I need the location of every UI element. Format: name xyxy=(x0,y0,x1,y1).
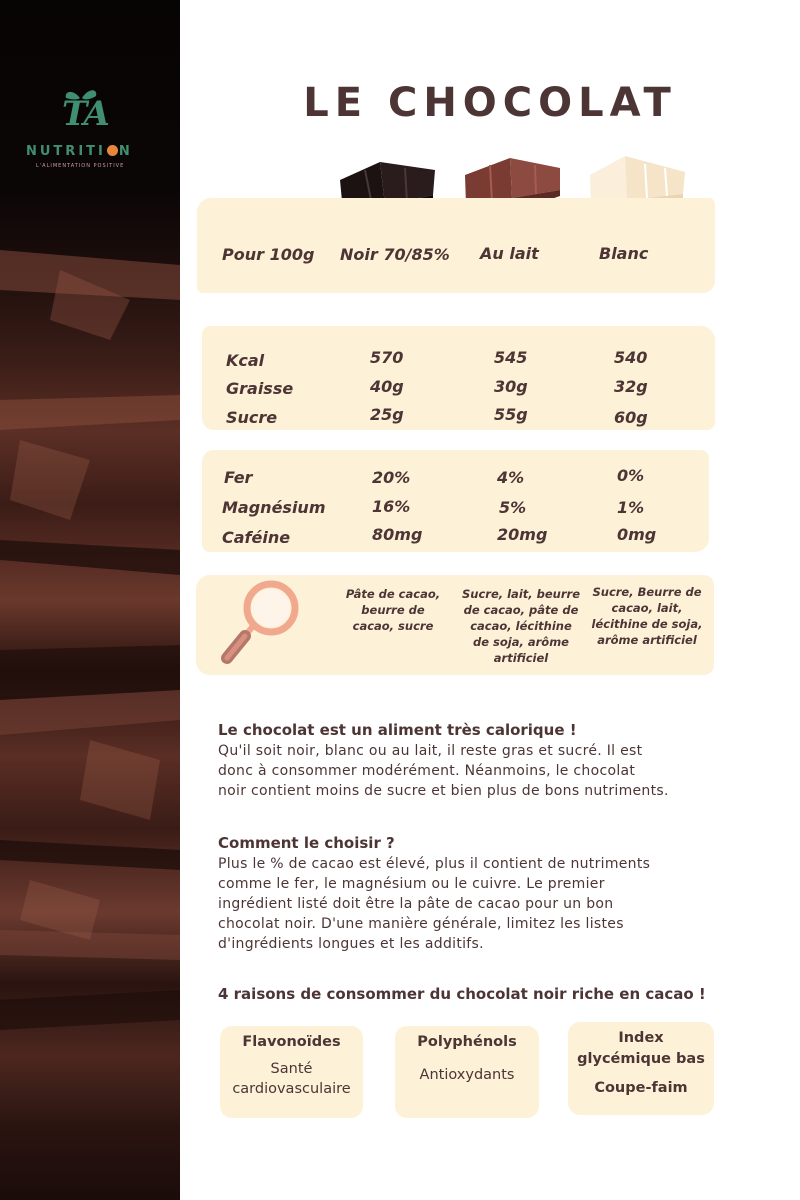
reason-title: Flavonoïdes xyxy=(242,1034,341,1050)
row-value: 60g xyxy=(614,408,648,427)
column-blanc: Blanc xyxy=(599,244,649,263)
reason-card-polyphenols xyxy=(395,1026,539,1118)
chocolate-photo-sidebar xyxy=(0,0,180,1200)
magnifier-icon xyxy=(215,574,315,670)
reason-subtitle: cardiovasculaire xyxy=(232,1081,351,1097)
row-value: 0mg xyxy=(617,525,657,544)
row-value: 30g xyxy=(494,377,528,396)
reason-title: glycémique bas xyxy=(577,1051,705,1067)
row-value: 1% xyxy=(617,498,645,517)
reason-title: Polyphénols xyxy=(417,1034,517,1050)
row-label: Graisse xyxy=(226,379,294,398)
ingredients-noir: Pâte de cacao, beurre de cacao, sucre xyxy=(345,587,441,633)
row-value: 4% xyxy=(497,468,525,487)
row-value: 540 xyxy=(614,348,648,367)
logo xyxy=(22,84,152,174)
reason-title: Index xyxy=(618,1030,664,1046)
row-label: Sucre xyxy=(226,408,278,427)
section1-heading: Le chocolat est un aliment très calorique ! xyxy=(218,721,577,739)
row-value: 16% xyxy=(372,497,411,516)
column-lait: Au lait xyxy=(480,244,539,263)
row-value: 55g xyxy=(494,405,528,424)
section2-heading: Comment le choisir ? xyxy=(218,834,395,852)
reason-subtitle: Coupe-faim xyxy=(594,1080,688,1096)
page-title: LE CHOCOLAT xyxy=(303,80,677,126)
reason-card-flavonoides xyxy=(220,1026,363,1118)
logo-mark: TA xyxy=(62,94,108,134)
row-value: 545 xyxy=(494,348,528,367)
row-value: 20% xyxy=(372,468,411,487)
row-value: 40g xyxy=(370,377,404,396)
section1-text: Qu'il soit noir, blanc ou au lait, il reste gras et sucré. Il est donc à consommer modérément. Néanmoins, le chocolat noir contient moins de sucre et bien plus de bons nutriments. xyxy=(218,743,669,799)
row-label: Caféine xyxy=(222,528,291,547)
column-noir: Noir 70/85% xyxy=(340,245,450,264)
orange-icon xyxy=(107,145,118,156)
header-label: Pour 100g xyxy=(222,245,315,264)
section2-text: Plus le % de cacao est élevé, plus il contient de nutriments comme le fer, le magnésium ou le cuivre. Le premier ingrédient listé doit être la pâte de cacao pour un bon chocolat noir. D'une manière générale, limitez les listes d'ingrédients longues et les additifs. xyxy=(218,856,651,952)
row-label: Fer xyxy=(224,468,253,487)
reason-subtitle: Antioxydants xyxy=(419,1067,515,1083)
row-label: Kcal xyxy=(226,351,265,370)
ingredients-blanc: Sucre, Beurre de cacao, lait, lécithine de soja, arôme artificiel xyxy=(591,585,703,647)
reason-subtitle: Santé xyxy=(270,1061,313,1077)
row-value: 80mg xyxy=(372,525,423,544)
reasons-heading: 4 raisons de consommer du chocolat noir riche en cacao ! xyxy=(218,985,706,1003)
ingredients-lait: Sucre, lait, beurre de cacao, pâte de cacao, lécithine de soja, arôme artificiel xyxy=(461,587,580,665)
reason-card-index-glycemique xyxy=(568,1022,714,1115)
row-value: 25g xyxy=(370,405,404,424)
row-value: 570 xyxy=(370,348,404,367)
row-value: 32g xyxy=(614,377,648,396)
chocolate-stack-image xyxy=(0,0,180,1200)
logo-name: NUTRITI N xyxy=(26,144,133,159)
row-value: 5% xyxy=(499,498,527,517)
logo-tagline: L'ALIMENTATION POSITIVE xyxy=(36,163,125,169)
row-label: Magnésium xyxy=(222,498,326,517)
row-value: 0% xyxy=(617,466,645,485)
row-value: 20mg xyxy=(497,525,548,544)
